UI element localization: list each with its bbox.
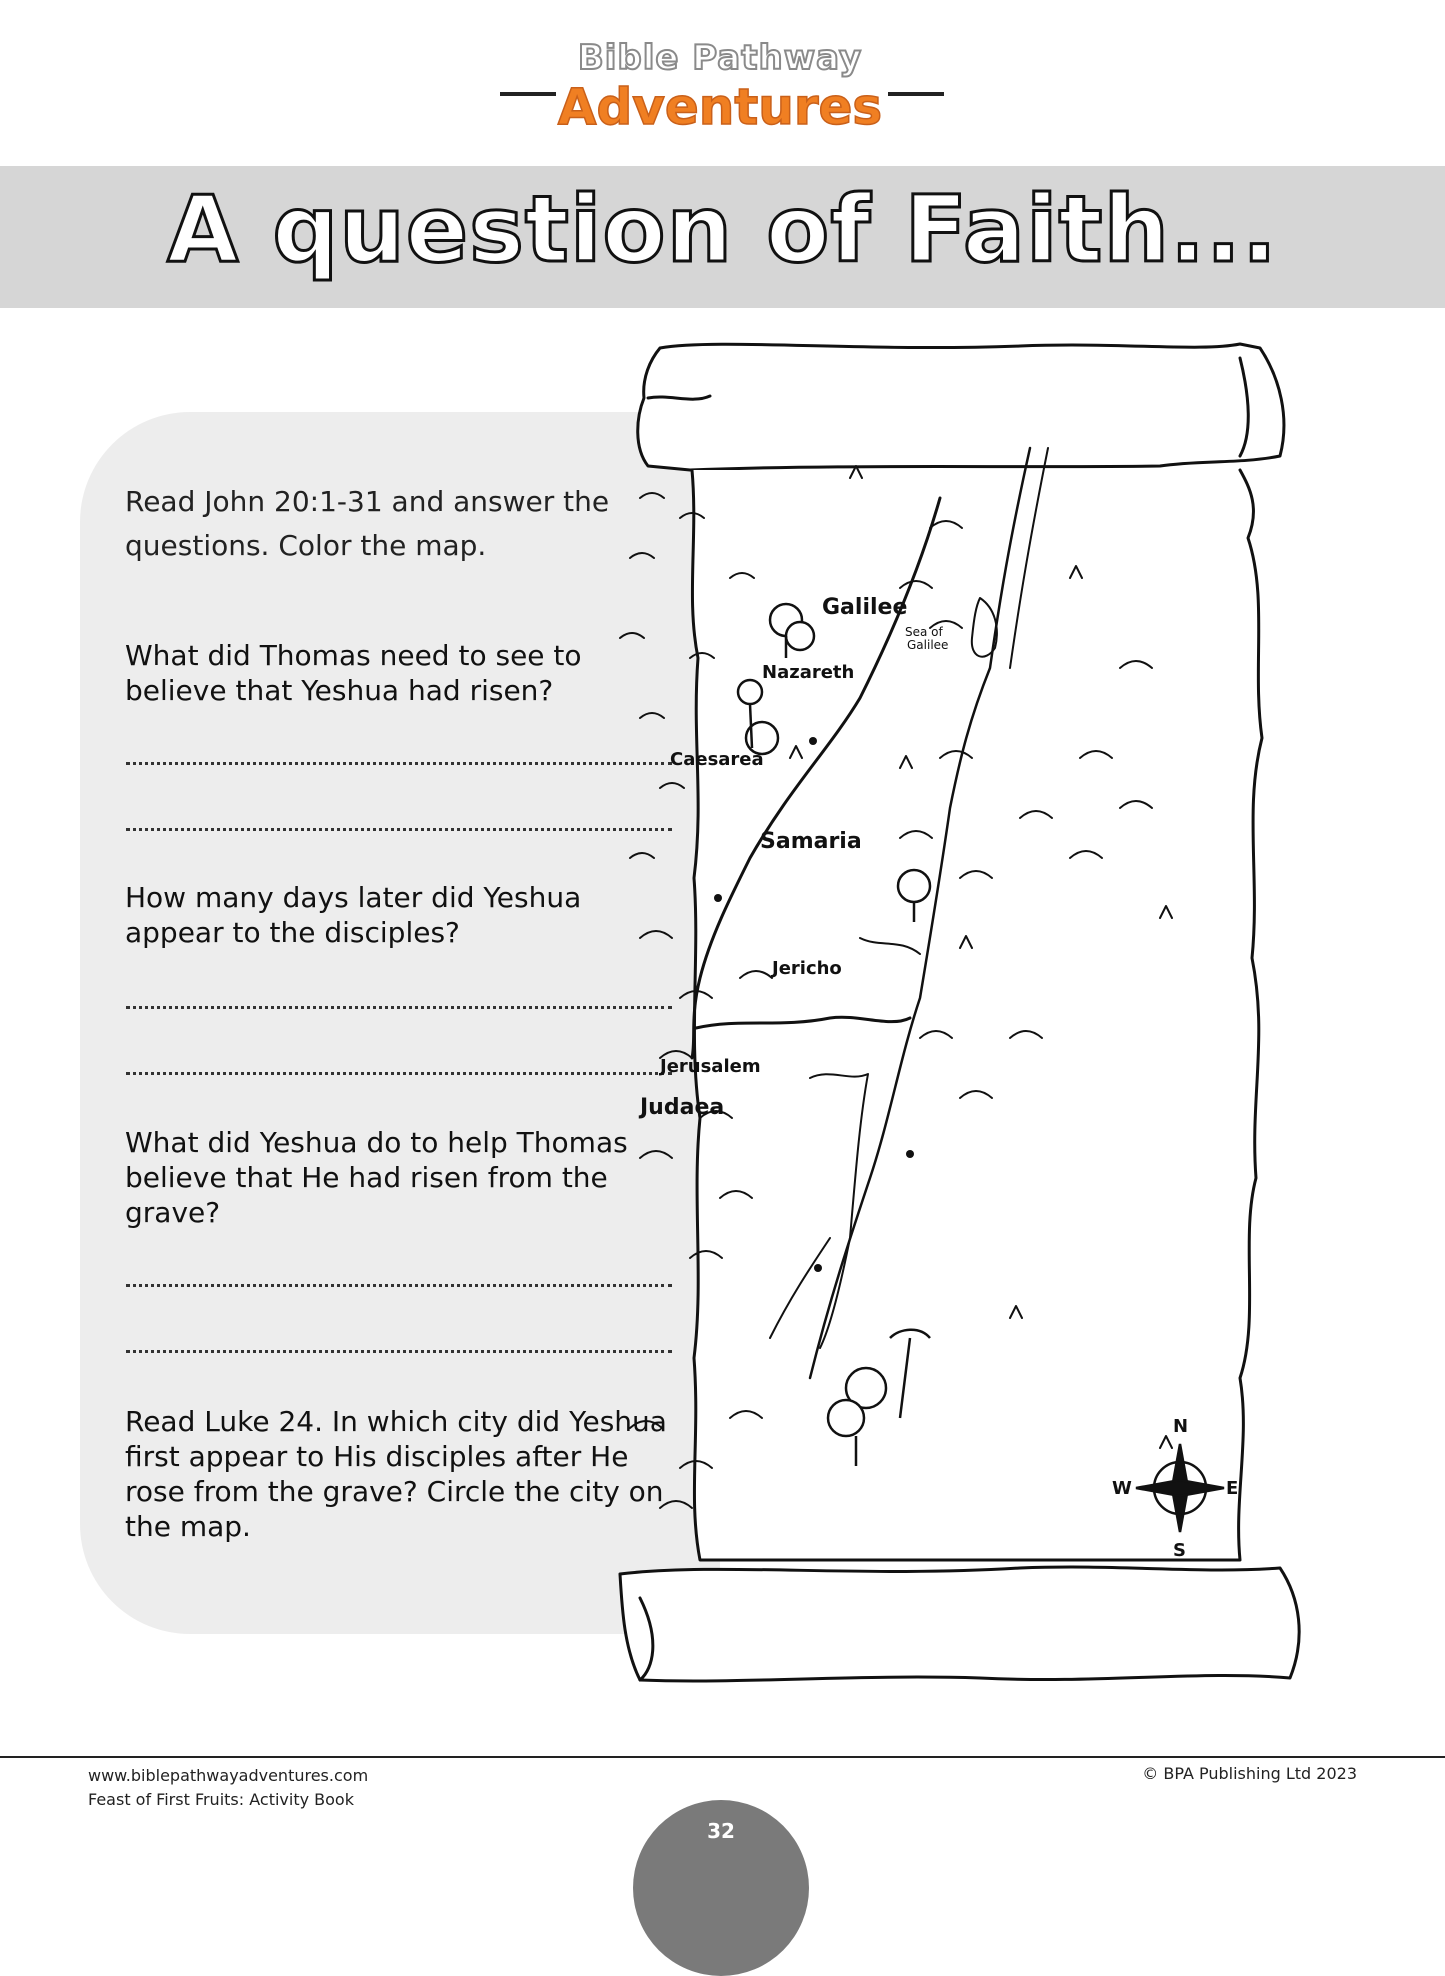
map-label-galilee: Galilee: [822, 595, 908, 620]
compass-w: W: [1112, 1478, 1132, 1499]
footer-rule: [0, 1756, 1445, 1758]
map-label-judaea: Judaea: [640, 1095, 725, 1120]
map-label-jerusalem: Jerusalem: [660, 1056, 761, 1077]
question-3: What did Yeshua do to help Thomas believe that He had risen from the grave?: [125, 1126, 628, 1229]
title-band: [0, 166, 1445, 308]
answer-line-1b[interactable]: [126, 828, 672, 831]
scroll-bottom-roll: [620, 1567, 1299, 1681]
answer-line-3a[interactable]: [126, 1284, 672, 1287]
scroll-top-roll: [638, 344, 1284, 470]
answer-line-2b[interactable]: [126, 1072, 672, 1075]
map-label-sea-2: Galilee: [907, 638, 949, 652]
map-drawing: [600, 338, 1330, 1708]
question-4: Read Luke 24. In which city did Yeshua first appear to His disciples after He rose from the grave? Circle the city on the map.: [125, 1405, 667, 1543]
footer-left: [88, 1764, 368, 1812]
question-2: How many days later did Yeshua appear to the disciples?: [125, 881, 582, 949]
map-label-caesarea: Caesarea: [670, 749, 764, 770]
footer-website[interactable]: www.biblepathwayadventures.com: [88, 1766, 369, 1785]
scroll-map[interactable]: [600, 338, 1330, 1708]
page-number: 32: [633, 1800, 809, 1976]
answer-line-2a[interactable]: [126, 1006, 672, 1009]
map-label-jericho: Jericho: [772, 958, 842, 979]
intro-text: Read John 20:1-31 and answer the questions. Color the map.: [125, 485, 610, 562]
map-label-samaria: Samaria: [760, 829, 862, 854]
map-label-sea-1: Sea of: [905, 625, 943, 639]
compass-e: E: [1226, 1478, 1239, 1499]
logo-dash-left: [500, 92, 556, 96]
logo-dash-right: [888, 92, 944, 96]
logo-top-text: Bible Pathway: [577, 38, 863, 78]
page-title: A question of Faith...: [167, 176, 1278, 283]
answer-line-3b[interactable]: [126, 1350, 672, 1353]
footer-book-title: Feast of First Fruits: Activity Book: [88, 1790, 354, 1809]
footer-copyright: © BPA Publishing Ltd 2023: [1142, 1764, 1357, 1783]
logo-bottom-text: Adventures: [557, 78, 883, 136]
answer-line-1a[interactable]: [126, 762, 672, 765]
map-label-nazareth: Nazareth: [762, 662, 855, 683]
compass-n: N: [1173, 1416, 1189, 1437]
brand-logo: [490, 30, 950, 140]
question-1: What did Thomas need to see to believe that Yeshua had risen?: [125, 639, 582, 707]
compass-s: S: [1173, 1540, 1186, 1561]
